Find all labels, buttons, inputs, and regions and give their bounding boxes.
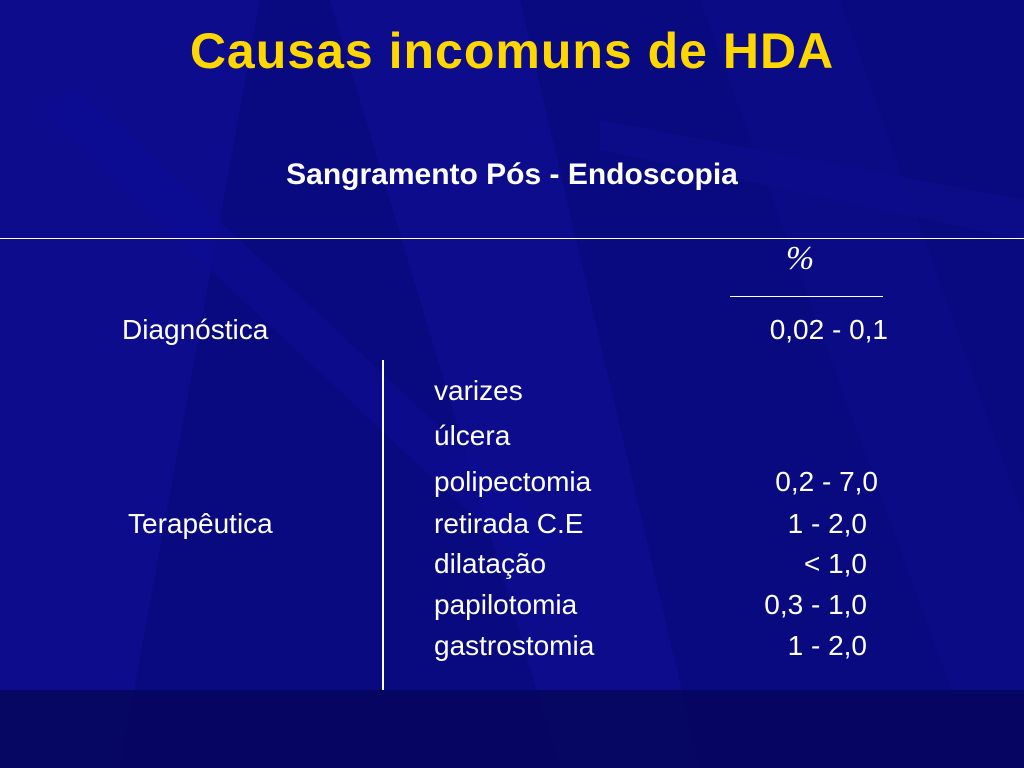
header-rule xyxy=(0,238,1024,239)
list-item-ulcera: úlcera xyxy=(434,420,511,451)
value-dilatacao: < 1,0 xyxy=(803,548,867,579)
percent-underline xyxy=(730,296,883,297)
list-item-varizes: varizes xyxy=(434,375,523,406)
value-gastrostomia: 1 - 2,0 xyxy=(787,630,867,661)
terapeutica-label: Terapêutica xyxy=(128,508,273,539)
diagnostica-value: 0,02 - 0,1 xyxy=(769,314,888,345)
vertical-divider xyxy=(382,360,384,690)
list-item-dilatacao: dilatação xyxy=(434,548,547,579)
list-item-polipectomia: polipectomia xyxy=(434,466,592,497)
list-item-gastrostomia: gastrostomia xyxy=(434,630,595,661)
slide-subtitle: Sangramento Pós - Endoscopia xyxy=(286,158,738,191)
value-retirada-ce: 1 - 2,0 xyxy=(787,508,867,539)
slide-title: Causas incomuns de HDA xyxy=(189,23,835,79)
percent-column-header: % xyxy=(785,240,815,277)
list-item-retirada-ce: retirada C.E xyxy=(434,508,584,539)
value-polipectomia: 0,2 - 7,0 xyxy=(775,466,878,497)
diagnostica-label: Diagnóstica xyxy=(122,314,269,345)
value-papilotomia: 0,3 - 1,0 xyxy=(764,589,867,620)
list-item-papilotomia: papilotomia xyxy=(434,589,578,620)
